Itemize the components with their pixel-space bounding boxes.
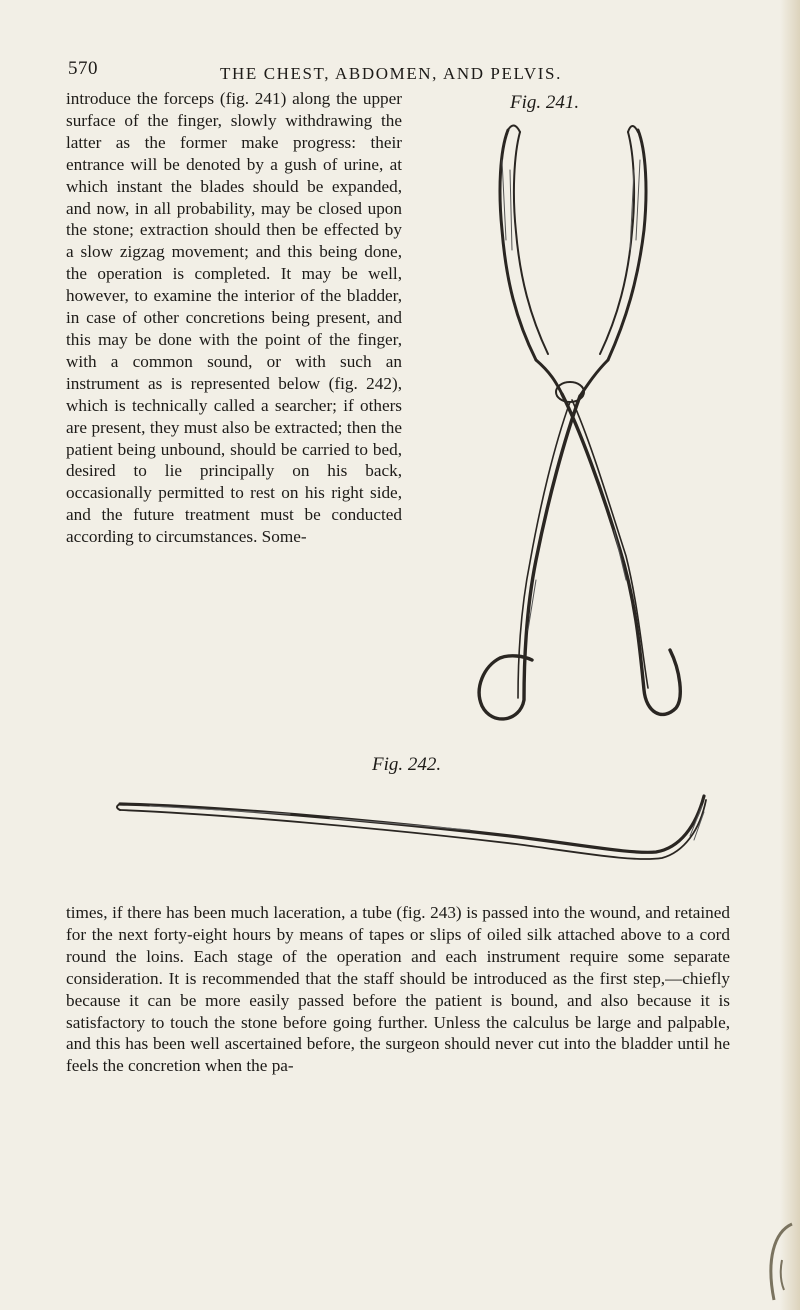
page-number: 570 [68,58,98,79]
running-head: THE CHEST, ABDOMEN, AND PELVIS. [220,64,562,83]
body-paragraph: times, if there has been much laceration, a tube (fig. 243) is passed into the wound, and retained for the next forty-eight hours by means of tapes or slips of oiled silk attached above to a cord round the loins. Each stage of the operation and each instrument require some separate consideration. It is recommended that the staff should be introduced as the first step,—chiefly because it can be more easily passed before the patient is bound, and also because it is satisfactory to touch the stone before going further. Unless the calculus be large and palpable, and this has been well ascertained before, the surgeon should never cut into the bladder until he feels the concretion when the pa- [66,903,730,1076]
page-corner-mark [752,1220,800,1310]
fig-241-caption: Fig. 241. [510,92,580,113]
page-edge-shading [780,0,800,1310]
column-paragraph: introduce the forceps (fig. 241) along the upper surface of the finger, slowly withdrawing the latter as the former make progress: their entrance will be denoted by a gush of urine, at which instant the blades should be expanded, and now, in all probability, may be closed upon the stone; extraction should then be effected by a slow zigzag movement; and this being done, the operation is completed. It may be well, however, to examine the interior of the bladder, in case of other concretions being present, and this may be done with the point of the finger, with a common sound, or with such an instrument as is represented below (fig. 242), which is technically called a searcher; if others are present, they must also be extracted; then the patient being unbound, should be carried to bed, desired to lie principally on his back, occasionally permitted to rest on his right side, and the future treatment must be conducted according to circumstances. Some- [66,89,402,547]
fig-242-caption: Fig. 242. [372,754,442,775]
forceps-illustration [440,110,700,740]
searcher-illustration [90,786,710,876]
